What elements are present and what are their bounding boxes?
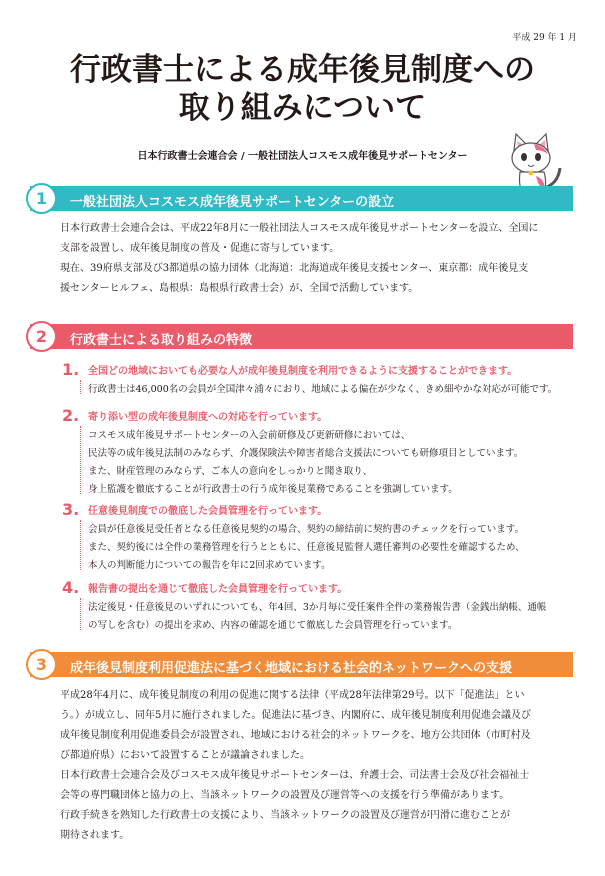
feature-item-number: 2. (62, 406, 80, 425)
section-1-line: 援センターヒルフェ、島根県：島根県行政書士会）が、全国で活動しています。 (60, 283, 419, 294)
issue-date: 平成 29 年 1 月 (512, 33, 577, 43)
section-3-number: 3 (26, 649, 57, 680)
feature-item-body (88, 427, 523, 499)
section-1-number: 1 (26, 183, 57, 214)
section-3-line: び都道府県）において設置することが議論されました。 (60, 750, 310, 761)
feature-item-line: また、契約後には全件の業務管理を行うとともに、任意後見監督人選任審判の必要性を確認するため、 (88, 542, 525, 553)
section-3-header (30, 652, 573, 677)
divider (80, 380, 81, 394)
page-title-line-1: 行政書士による成年後見制度への (70, 52, 535, 88)
section-2-title: 行政書士による取り組みの特徴 (70, 333, 253, 348)
organization-line: 日本行政書士会連合会 / 一般社団法人コスモス成年後見サポートセンター (137, 151, 468, 162)
feature-item-heading: 任意後見制度での徹底した会員管理を行っています。 (88, 506, 328, 517)
section-1-body (60, 219, 580, 299)
section-3-title: 成年後見制度利用促進法に基づく地域における社会的ネットワークへの支援 (70, 661, 513, 676)
feature-item-body (88, 599, 546, 635)
feature-item-body (88, 521, 525, 575)
section-3-line: 成年後見制度利用促進委員会が設置され、地域における社会的ネットワークを、地方公共団体（市町村及 (60, 730, 531, 741)
feature-item-heading: 寄り添い型の成年後見制度への対応を行っています。 (88, 412, 328, 423)
divider (80, 598, 81, 630)
section-1-line: 現在、39府県支部及び3都道県の協力団体（北海道：北海道成年後見支援センター、東京都：成年後見支 (60, 263, 529, 274)
feature-item-line: 身上監護を徹底することが行政書士の行う成年後見業務であることを強調しています。 (88, 484, 458, 495)
section-1-title: 一般社団法人コスモス成年後見サポートセンターの設立 (70, 195, 395, 210)
section-3-line: 行政手続きを熟知した行政書士の支援により、当該ネットワークの設置及び運営が円滑に進むことが (60, 810, 510, 821)
section-3-body (60, 686, 580, 846)
feature-item-line: 会員が任意後見受任者となる任意後見契約の場合、契約の締結前に契約書のチェックを行っています。 (88, 524, 524, 535)
section-1-line: 支部を設置し、成年後見制度の普及・促進に寄与しています。 (60, 243, 340, 254)
feature-item-line: の写しを含む）の提出を求め、内容の確認を通じて徹底した会員管理を行っています。 (88, 620, 458, 631)
feature-item-line: 法定後見・任意後見のいずれについても、年4回、3か月毎に受任案件全件の業務報告書（金銭出納帳、通帳 (88, 602, 547, 613)
feature-item-line: 行政書士は46,000名の会員が全国津々浦々におり、地域による偏在が少なく、きめ細やかな対応が可能です。 (88, 384, 558, 395)
page-title-line-2: 取り組みについて (178, 90, 427, 126)
feature-item-body (88, 381, 557, 399)
divider (80, 426, 81, 494)
section-1-line: 日本行政書士会連合会は、平成22年8月に一般社団法人コスモス成年後見サポートセンターを設立、全国に (60, 223, 539, 234)
feature-item-number: 4. (62, 578, 80, 597)
feature-item-line: 民法等の成年後見法制のみならず、介護保険法や障害者総合支援法についても研修項目としています。 (88, 448, 524, 459)
section-3-line: 日本行政書士会連合会及びコスモス成年後見サポートセンターは、弁護士会、司法書士会及び社会福祉士 (60, 770, 530, 781)
feature-item-line: 本人の判断能力についての報告を年に2回求めています。 (88, 560, 331, 571)
section-2-header (30, 324, 573, 349)
feature-item-line: コスモス成年後見サポートセンターの入会前研修及び更新研修においては、 (88, 430, 411, 441)
feature-item-heading: 報告書の提出を通じて徹底した会員管理を行っています。 (88, 584, 348, 595)
divider (80, 520, 81, 570)
feature-item-number: 3. (62, 500, 80, 519)
section-2-number: 2 (26, 321, 57, 352)
section-3-line: う。）が成立し、同年5月に施行されました。促進法に基づき、内閣府に、成年後見制度利用促進会議及び (60, 710, 531, 721)
section-3-line: 期待されます。 (60, 830, 130, 841)
feature-item-heading: 全国どの地域においても必要な人が成年後見制度を利用できるように支援することができます。 (88, 366, 518, 377)
section-3-line: 平成28年4月に、成年後見制度の利用の促進に関する法律（平成28年法律第29号。以下「促進法」とい (60, 690, 525, 701)
section-1-header (30, 186, 573, 211)
section-3-line: 会等の専門職団体と協力の上、当該ネットワークの設置及び運営等への支援を行う準備があります。 (60, 790, 510, 801)
feature-item-number: 1. (62, 360, 80, 379)
feature-item-line: また、財産管理のみならず、ご本人の意向をしっかりと聞き取り、 (88, 466, 373, 477)
